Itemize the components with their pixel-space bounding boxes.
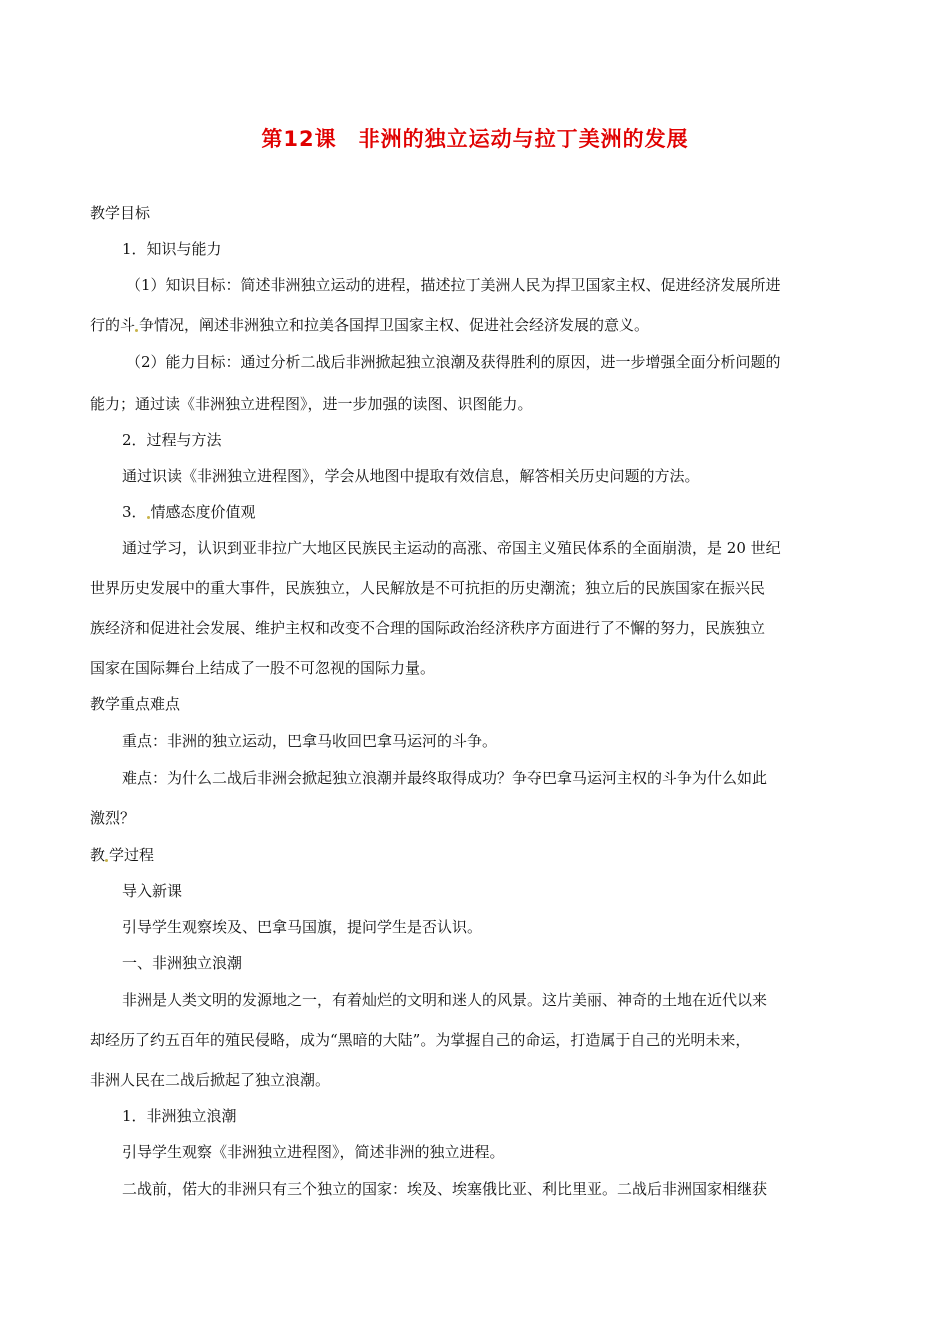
process-method-text: 通过识读《非洲独立进程图》，学会从地图中提取有效信息，解答相关历史问题的方法。: [122, 467, 700, 485]
part-1-heading: 一、非洲独立浪潮: [122, 954, 243, 972]
heading-objectives: 教学目标: [90, 204, 151, 222]
objective-item-3-label: 情感态度价值观: [150, 503, 256, 521]
objective-item-3: [122, 502, 256, 522]
difficulty-line-1: 难点：为什么二战后非洲会掀起独立浪潮并最终取得成功？争夺巴拿马运河主权的斗争为什么如此: [122, 769, 768, 787]
intro-heading: 导入新课: [122, 882, 183, 900]
knowledge-goal-line-1: （1）知识目标：简述非洲独立运动的进程，描述拉丁美洲人民为捍卫国家主权、促进经济发展所进: [126, 276, 781, 294]
page-title: [0, 123, 950, 153]
lesson-number: 第12课: [261, 127, 337, 151]
heading-keypoints: 教学重点难点: [90, 695, 181, 713]
speck-mark: [135, 329, 138, 332]
prewar-text: 二战前，偌大的非洲只有三个独立的国家：埃及、埃塞俄比亚、利比里亚。二战后非洲国家相继获: [122, 1180, 768, 1198]
knowledge-goal-line-2a: 行的斗: [90, 316, 136, 334]
heading-process: [90, 845, 154, 865]
subsection-1-heading: 1．非洲独立浪潮: [122, 1107, 237, 1125]
objective-item-3-num: 3．: [122, 503, 147, 521]
ability-goal-line-2: 能力；通过读《非洲独立进程图》，进一步加强的读图、识图能力。: [90, 395, 533, 413]
key-point: 重点：非洲的独立运动，巴拿马收回巴拿马运河的斗争。: [122, 732, 498, 750]
speck-mark: [105, 859, 108, 862]
values-line-4: 国家在国际舞台上结成了一股不可忽视的国际力量。: [90, 659, 436, 677]
speck-mark: [147, 516, 150, 519]
lesson-title: 非洲的独立运动与拉丁美洲的发展: [358, 127, 689, 151]
africa-intro-line-3: 非洲人民在二战后掀起了独立浪潮。: [90, 1071, 331, 1089]
values-line-3: 族经济和促进社会发展、维护主权和改变不合理的国际政治经济秩序方面进行了不懈的努力，民族独立: [90, 619, 766, 637]
ability-goal-line-1: （2）能力目标：通过分析二战后非洲掀起独立浪潮及获得胜利的原因，进一步增强全面分析问题的: [126, 353, 781, 371]
objective-item-2: 2．过程与方法: [122, 431, 222, 449]
africa-intro-line-1: 非洲是人类文明的发源地之一，有着灿烂的文明和迷人的风景。这片美丽、神奇的土地在近代以来: [122, 991, 768, 1009]
objective-item-1: 1．知识与能力: [122, 240, 222, 258]
knowledge-goal-line-2b: 争情况，阐述非洲独立和拉美各国捍卫国家主权、促进社会经济发展的意义。: [139, 316, 650, 334]
difficulty-line-2: 激烈？: [90, 809, 136, 827]
knowledge-goal-line-2: [90, 315, 649, 335]
intro-text: 引导学生观察埃及、巴拿马国旗，提问学生是否认识。: [122, 918, 483, 936]
heading-process-a: 教: [90, 846, 106, 864]
map-guide-text: 引导学生观察《非洲独立进程图》，简述非洲的独立进程。: [122, 1143, 505, 1161]
heading-process-b: 学过程: [109, 846, 155, 864]
values-line-1: 通过学习，认识到亚非拉广大地区民族民主运动的高涨、帝国主义殖民体系的全面崩溃，是 20 世纪: [122, 539, 781, 557]
africa-intro-line-2: 却经历了约五百年的殖民侵略，成为“黑暗的大陆”。为掌握自己的命运，打造属于自己的光明未来，: [90, 1031, 751, 1049]
values-line-2: 世界历史发展中的重大事件，民族独立，人民解放是不可抗拒的历史潮流；独立后的民族国家在振兴民: [90, 579, 766, 597]
